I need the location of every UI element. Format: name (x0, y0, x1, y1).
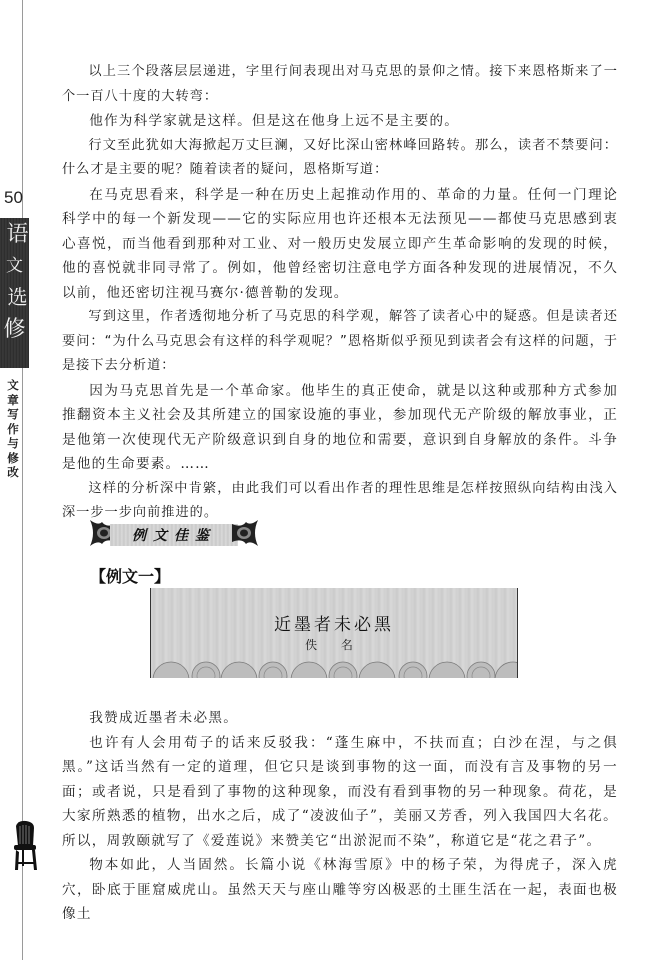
paragraph: 以上三个段落层层递进，字里行间表现出对马克思的景仰之情。接下来恩格斯来了一个一百八十度的大转弯： (62, 64, 618, 104)
page-number: 50 (4, 188, 23, 207)
side-band-char: 选 (7, 285, 28, 309)
wave-pattern-icon (151, 652, 517, 678)
paragraph: 行文至此犹如大海掀起万丈巨澜，又好比深山密林峰回路转。那么，读者不禁要问：什么才是主要的呢？随着读者的疑问，恩格斯写道： (62, 137, 618, 177)
essay-title: 近墨者未必黑 (274, 615, 394, 635)
side-band-char: 文 (6, 256, 23, 276)
quoted-paragraph: 在马克思看来，科学是一种在历史上起推动作用的、革命的力量。任何一门理论科学中的每一个新发现——它的实际应用也许还根本无法预见——都使马克思感到衷心喜悦，而当他看到那种对工业、对一般历史发展立即产生革命影响的发现的时候，他的喜悦就非同寻常了。例如，他曾经密切注意电学方面各种发现的进展情况，不久以前，他还密切注视马赛尔·德普勒的发现。 (62, 186, 618, 301)
chair-icon (12, 820, 38, 872)
paragraph: 也许有人会用荀子的话来反驳我：“蓬生麻中，不扶而直；白沙在涅，与之俱黑。”这话当然有一定的道理，但它只是谈到事物的这一面，而没有言及事物的另一面；或者说，只是看到了事物的这种现象，而没有看到事物的另一种现象。荷花，是大家所熟悉的植物，出水之后，成了“凌波仙子”，美丽又芳香，列入我国四大名花。所以，周敦颐就写了《爱莲说》来赞美它“出淤泥而不染”，称道它是“花之君子”。 (62, 734, 618, 849)
side-band-char: 修 (3, 317, 26, 342)
quoted-paragraph: 他作为科学家就是这样。但是这在他身上远不是主要的。 (89, 113, 460, 129)
analysis-section (62, 60, 618, 526)
ornament-icon (230, 516, 260, 550)
paragraph: 物本如此，人当固然。长篇小说《林海雪原》中的杨子荣，为得虎子，深入虎穴，卧底于匪窟威虎山。虽然天天与座山雕等穷凶极恶的土匪生活在一起，表面也极像土 (62, 857, 618, 922)
side-band-series-title (0, 218, 29, 368)
example-label: 【例文一】 (90, 569, 171, 586)
essay-title-box (150, 588, 518, 678)
paragraph: 我赞成近墨者未必黑。 (89, 710, 239, 726)
banner-label: 例文佳鉴 (132, 528, 216, 544)
paragraph: 写到这里，作者透彻地分析了马克思的科学观，解答了读者心中的疑惑。但是读者还要问：“为什么马克思会有这样的科学观呢？”恩格斯似乎预见到读者会有这样的问题，于是接下去分析道： (62, 309, 618, 373)
side-band-char: 语 (6, 222, 29, 247)
margin-rule (22, 0, 23, 960)
section-banner (88, 516, 260, 550)
paragraph: 这样的分析深中肯綮，由此我们可以看出作者的理性思维是怎样按照纵向结构由浅入深一步一步向前推进的。 (62, 480, 618, 520)
banner-strip (110, 524, 238, 546)
side-subtitle: 文章写作与修改 (7, 378, 19, 479)
quoted-paragraph: 因为马克思首先是一个革命家。他毕生的真正使命，就是以这种或那种方式参加推翻资本主义社会及其所建立的国家设施的事业，参加现代无产阶级的解放事业，正是他第一次使现代无产阶级意识到自身的地位和需要，意识到自身解放的条件。斗争是他的生命要素。…… (62, 382, 618, 472)
essay-author: 佚 名 (305, 638, 363, 652)
example-essay-body (62, 706, 618, 927)
